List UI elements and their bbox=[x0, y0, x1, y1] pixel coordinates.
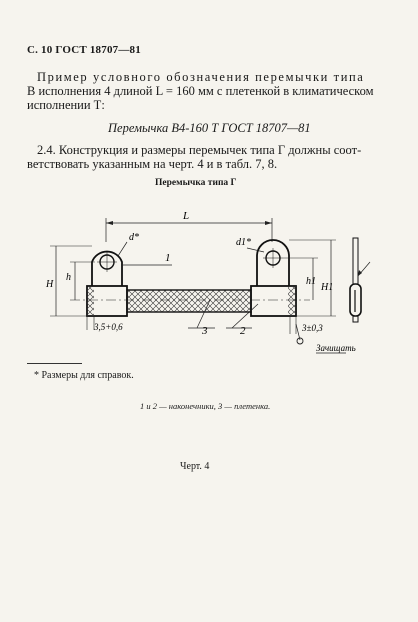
footnote: * Размеры для справок. bbox=[34, 370, 134, 381]
left-lug bbox=[87, 252, 127, 316]
height1-label-right: H1 bbox=[321, 282, 334, 293]
diameter-left-label: d* bbox=[129, 232, 139, 243]
example-line-1: Пример условного обозначения перемычки типа bbox=[37, 70, 365, 84]
callout-3: 3 bbox=[202, 325, 208, 337]
hatch-note: Зачищать bbox=[316, 343, 356, 353]
diameter-right-label: d1* bbox=[236, 237, 251, 248]
braid bbox=[127, 290, 251, 312]
side-view bbox=[350, 238, 370, 322]
height-label-left: H bbox=[46, 279, 54, 290]
footnote-rule bbox=[27, 363, 82, 364]
figure-caption: Черт. 4 bbox=[180, 461, 210, 472]
callout-1: 1 bbox=[165, 252, 171, 264]
example-line-3: исполнении Т: bbox=[27, 98, 105, 112]
section-2-4-line-2: ветствовать указанным на черт. 4 и в табл. 7, 8. bbox=[27, 157, 278, 171]
figure-legend: 1 и 2 — наконечники, 3 — плетенка. bbox=[140, 401, 271, 411]
dim-left-bottom: 3,5+0,6 bbox=[94, 322, 123, 332]
page-header: С. 10 ГОСТ 18707—81 bbox=[27, 44, 141, 56]
callout-2: 2 bbox=[240, 325, 246, 337]
dim-right-bottom: 3±0,3 bbox=[302, 323, 323, 333]
example-line-2: В исполнения 4 длиной L = 160 мм с плетенкой в климатическом bbox=[27, 84, 374, 98]
figure-title: Перемычка типа Г bbox=[155, 178, 237, 188]
h-label-left: h bbox=[66, 272, 71, 283]
section-2-4-line-1: 2.4. Конструкция и размеры перемычек типа Г должны соот- bbox=[37, 143, 362, 157]
h1-label-right: h1 bbox=[306, 276, 316, 287]
designation-example: Перемычка В4-160 Т ГОСТ 18707—81 bbox=[108, 121, 311, 135]
length-label: L bbox=[183, 210, 190, 222]
